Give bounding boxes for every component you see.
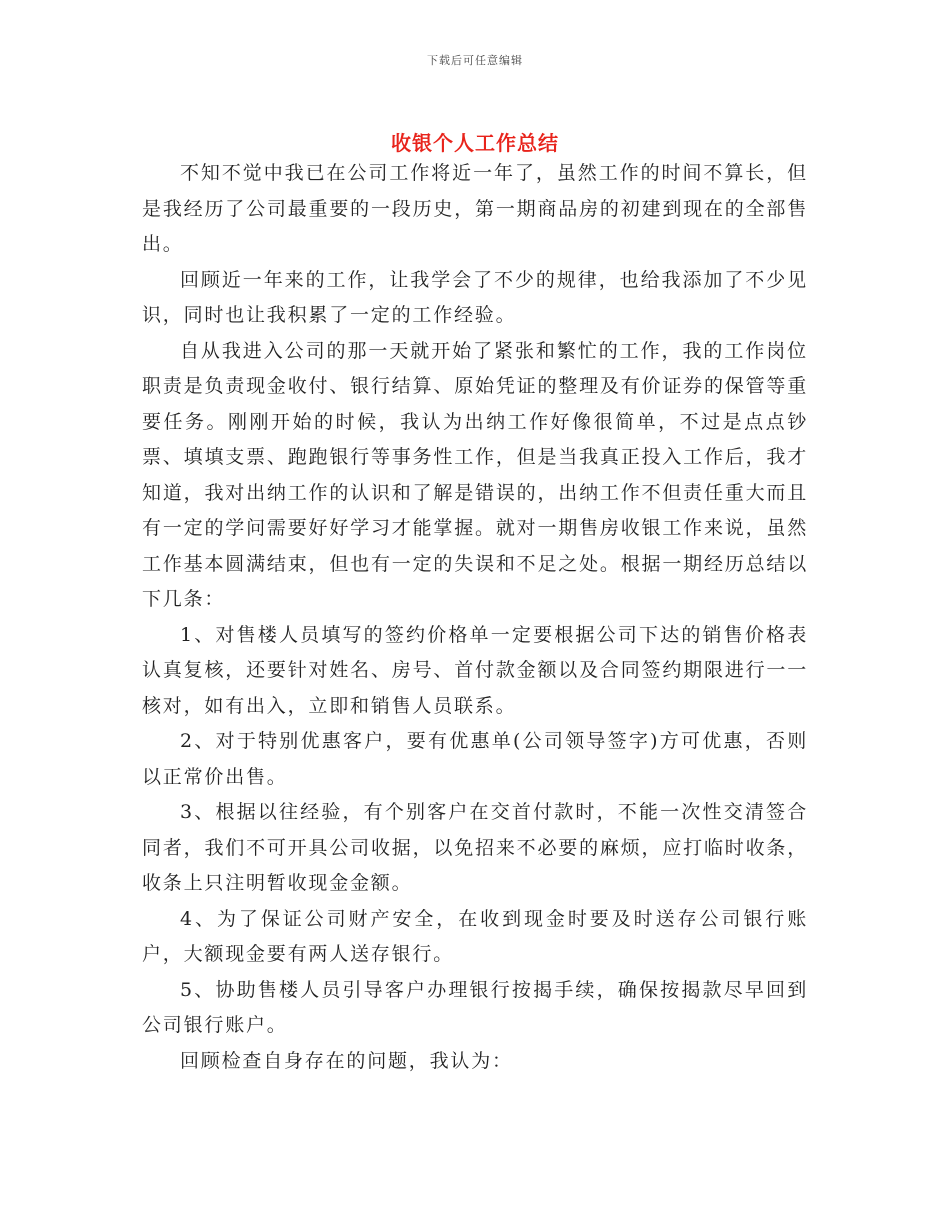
paragraph-duties: 自从我进入公司的那一天就开始了紧张和繁忙的工作，我的工作岗位职责是负责现金收付、银行结算、原始凭证的整理及有价证券的保管等重要任务。刚刚开始的时候，我认为出纳工作好像很简单，不过是点点钞票、填填支票、跑跑银行等事务性工作，但是当我真正投入工作后，我才知道，我对出纳工作的认识和了解是错误的，出纳工作不但责任重大而且有一定的学问需要好好学习才能掌握。就对一期售房收银工作来说，虽然工作基本圆满结束，但也有一定的失误和不足之处。根据一期经历总结以下几条： <box>142 339 808 610</box>
document-body <box>142 156 808 1079</box>
paragraph-item-1: 1、对售楼人员填写的签约价格单一定要根据公司下达的销售价格表认真复核，还要针对姓名、房号、首付款金额以及合同签约期限进行一一核对，如有出入，立即和销售人员联系。 <box>142 623 808 717</box>
paragraph-item-2: 2、对于特别优惠客户，要有优惠单(公司领导签字)方可优惠，否则以正常价出售。 <box>142 730 808 788</box>
paragraph-self-review: 回顾检查自身存在的问题，我认为： <box>180 1049 513 1072</box>
paragraph-item-4: 4、为了保证公司财产安全，在收到现金时要及时送存公司银行账户，大额现金要有两人送存银行。 <box>142 907 808 965</box>
paragraph-item-5: 5、协助售楼人员引导客户办理银行按揭手续，确保按揭款尽早回到公司银行账户。 <box>142 978 808 1036</box>
paragraph-item-3: 3、根据以往经验，有个别客户在交首付款时，不能一次性交清签合同者，我们不可开具公司收据，以免招来不必要的麻烦，应打临时收条，收条上只注明暂收现金金额。 <box>142 801 808 894</box>
document-title: 收银个人工作总结 <box>391 131 559 156</box>
paragraph-intro: 不知不觉中我已在公司工作将近一年了，虽然工作的时间不算长，但是我经历了公司最重要的一段历史，第一期商品房的初建到现在的全部售出。 <box>142 162 808 255</box>
page-header: 下载后可任意编辑 <box>427 54 523 67</box>
paragraph-review: 回顾近一年来的工作，让我学会了不少的规律，也给我添加了不少见识，同时也让我积累了一定的工作经验。 <box>142 268 808 326</box>
